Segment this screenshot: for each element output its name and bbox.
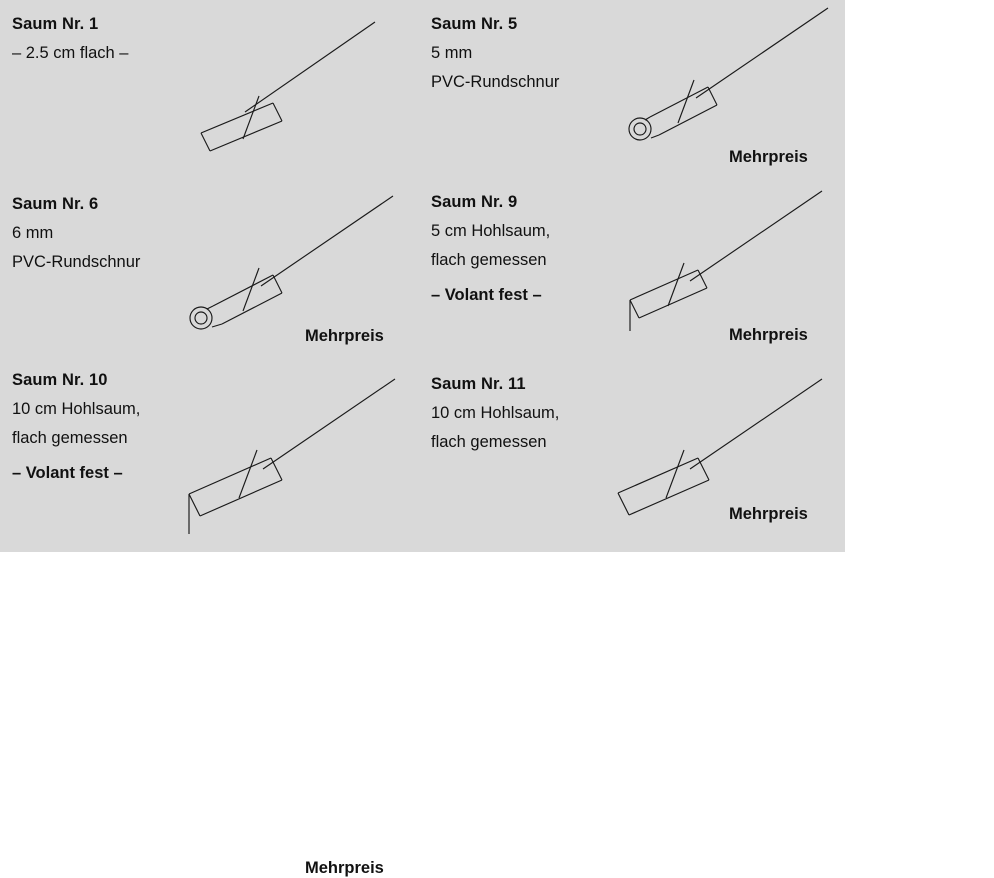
saum-9-text (431, 188, 550, 310)
saum-6-drawing (165, 193, 410, 333)
saum-11-line-2: flach gemessen (431, 433, 547, 451)
saum-11-line-1: 10 cm Hohlsaum, (431, 404, 560, 422)
saum-11-mehrpreis: Mehrpreis (729, 505, 808, 523)
saum-1-text (12, 10, 128, 68)
item-saum-10 (0, 358, 420, 877)
item-saum-9 (422, 178, 845, 360)
saum-10-title: Saum Nr. 10 (12, 371, 108, 389)
saum-6-title: Saum Nr. 6 (12, 195, 99, 213)
saum-9-title: Saum Nr. 9 (431, 193, 518, 211)
item-saum-1 (0, 0, 420, 170)
saum-9-mehrpreis: Mehrpreis (729, 326, 808, 344)
saum-5-title: Saum Nr. 5 (431, 15, 518, 33)
saum-9-line-2: flach gemessen (431, 251, 547, 269)
saum-10-text (12, 366, 140, 488)
saum-10-drawing (175, 376, 415, 536)
saum-5-mehrpreis: Mehrpreis (729, 148, 808, 166)
saum-11-drawing (602, 376, 842, 526)
saum-6-mehrpreis: Mehrpreis (305, 327, 384, 345)
item-saum-5 (422, 0, 845, 178)
saum-9-volant: – Volant fest – (431, 286, 542, 304)
saum-6-line-1: 6 mm (12, 224, 54, 242)
item-saum-11 (422, 360, 845, 552)
saum-5-text (431, 10, 559, 97)
saum-9-line-1: 5 cm Hohlsaum, (431, 222, 551, 240)
saum-6-text (12, 190, 140, 277)
saum-1-title: Saum Nr. 1 (12, 15, 99, 33)
saum-10-volant: – Volant fest – (12, 464, 123, 482)
saum-11-text (431, 370, 559, 457)
saum-1-drawing (185, 20, 415, 145)
saum-5-drawing (600, 5, 840, 145)
saum-1-line-1: – 2.5 cm flach – (12, 44, 129, 62)
saum-6-line-2: PVC-Rundschnur (12, 253, 141, 271)
item-saum-6 (0, 180, 420, 360)
saum-10-line-2: flach gemessen (12, 429, 128, 447)
saum-10-mehrpreis: Mehrpreis (305, 859, 384, 877)
saum-10-line-1: 10 cm Hohlsaum, (12, 400, 141, 418)
saum-11-title: Saum Nr. 11 (431, 375, 526, 393)
saum-5-line-1: 5 mm (431, 44, 473, 62)
saum-9-drawing (600, 188, 840, 333)
saum-5-line-2: PVC-Rundschnur (431, 73, 560, 91)
